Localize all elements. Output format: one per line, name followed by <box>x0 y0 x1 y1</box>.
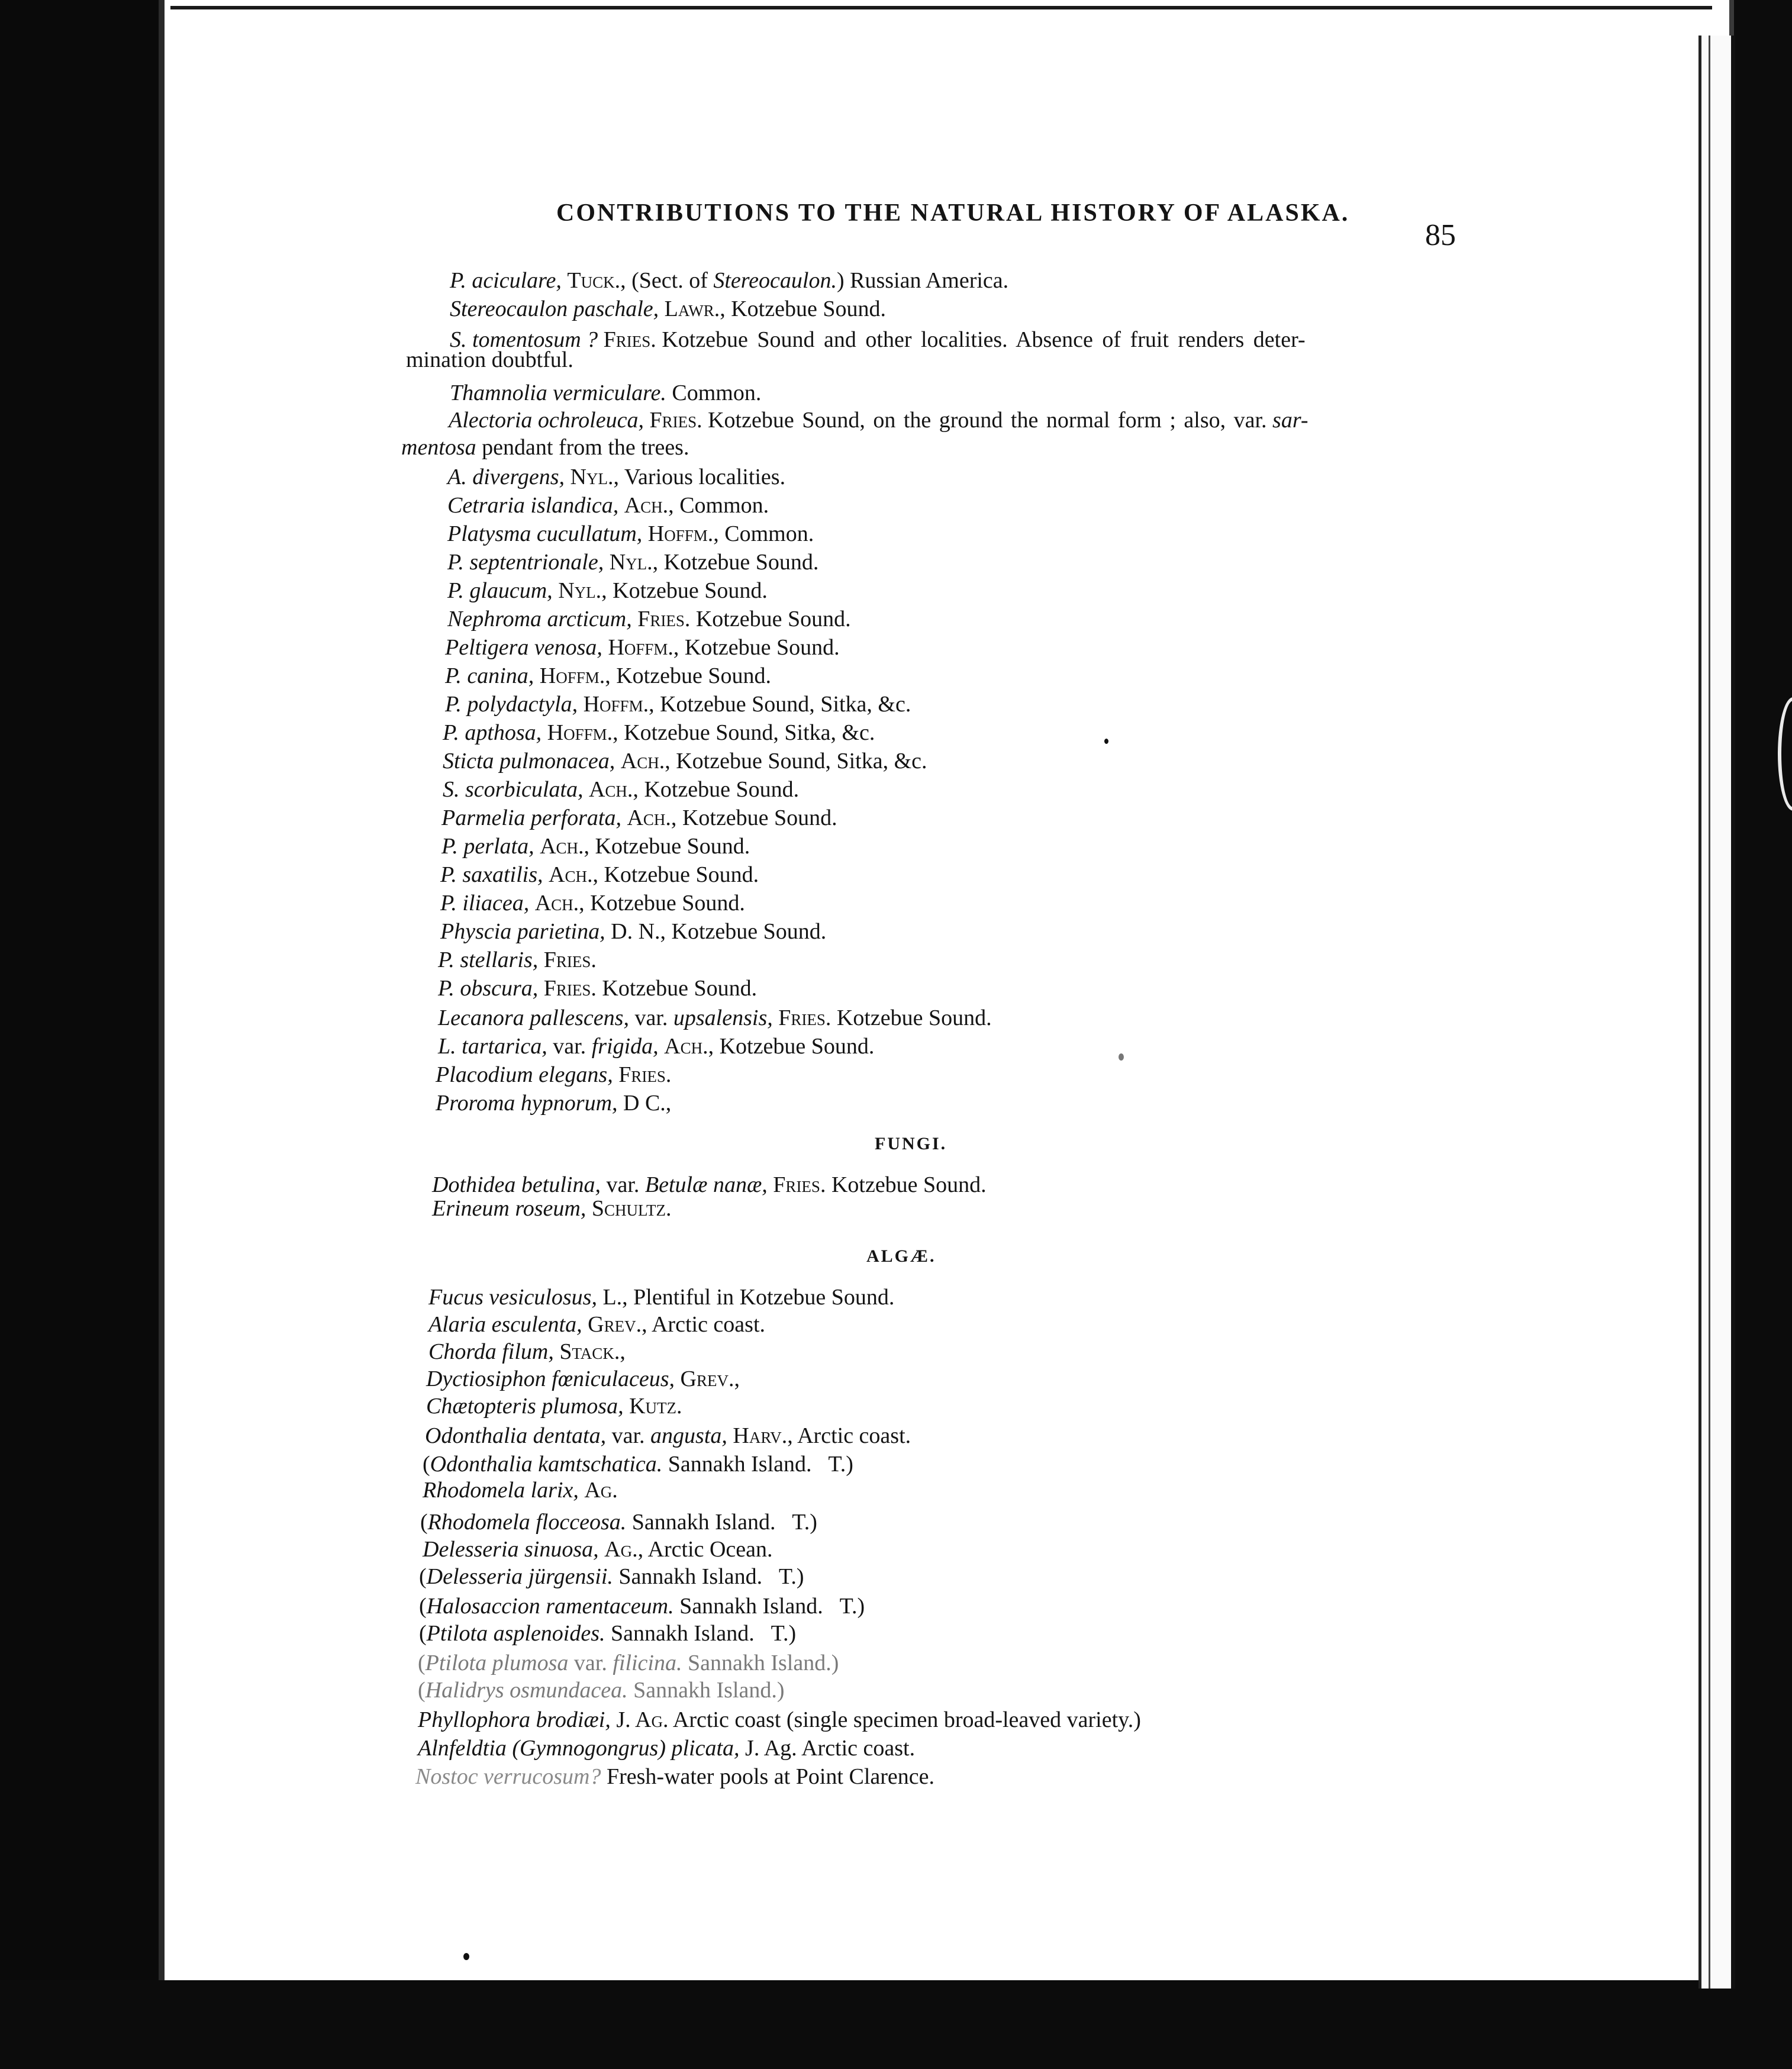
species-name: P. obscura, <box>438 976 539 1001</box>
authority: Fries. <box>543 976 597 1001</box>
note: Kotzebue Sound. <box>731 297 886 321</box>
species-name: P. glaucum, <box>447 578 553 603</box>
scan-right-border <box>1729 0 1792 2069</box>
species-name: P. polydactyla, <box>445 692 578 717</box>
species-name: Erineum roseum, <box>432 1196 586 1221</box>
species-name: Alectoria ochroleuca, <box>449 408 644 433</box>
authority: Stack., <box>559 1339 626 1364</box>
note-italic: Stereocaulon. <box>713 268 837 293</box>
note: Kotzebue Sound. <box>695 607 851 631</box>
note: Sannakh Island.) <box>687 1651 839 1675</box>
authority: Fries. <box>778 1006 831 1030</box>
note: Arctic coast. <box>801 1736 916 1761</box>
species-name: P. stellaris, <box>438 948 539 972</box>
page-stack-edge <box>1698 36 1735 1989</box>
note: mination doubtful. <box>406 347 573 372</box>
species-name: Dothidea betulina, <box>432 1172 601 1197</box>
note: Arctic coast. <box>651 1312 766 1337</box>
entry-p-obscura <box>438 975 757 1001</box>
note: Kotzebue Sound. <box>719 1034 875 1059</box>
authority: Hoffm., <box>583 692 655 717</box>
entry-chaetopteris <box>426 1393 682 1419</box>
authority: Nyl., <box>609 550 659 575</box>
authority: D C., <box>623 1091 672 1116</box>
species-name: Alaria esculenta, <box>428 1312 582 1337</box>
entry-p-aciculare <box>450 268 1008 294</box>
entry-p-perlata <box>441 833 750 859</box>
note: Kotzebue Sound. <box>644 777 800 802</box>
authority: Fries. <box>637 607 691 631</box>
species-name: Chorda filum, <box>428 1339 554 1364</box>
entry-placodium <box>436 1062 671 1088</box>
entry-p-canina <box>445 663 771 689</box>
authority: Kutz. <box>629 1394 682 1419</box>
species-name: Odonthalia kamtschatica. <box>430 1452 663 1477</box>
authority: Lawr., <box>664 297 726 321</box>
species-name: Peltigera venosa, <box>445 635 602 660</box>
authority: Hoffm., <box>547 720 618 745</box>
entry-sticta-pulmonacea <box>443 748 927 774</box>
note: Kotzebue Sound. <box>663 550 819 575</box>
authority: Ach., <box>534 891 585 916</box>
authority: Hoffm., <box>647 521 719 546</box>
authority: J. Ag. <box>745 1736 797 1761</box>
species-name: Rhodomela larix, <box>423 1478 579 1503</box>
authority: Ach., <box>664 1034 714 1059</box>
open-paren: ( <box>419 1564 427 1589</box>
note-italic: sar- <box>1272 408 1308 433</box>
species-name: P. saxatilis, <box>440 862 543 887</box>
note: Kotzebue Sound, Sitka, &c. <box>676 749 927 774</box>
open-paren: ( <box>423 1452 430 1477</box>
entry-continuation <box>406 347 573 373</box>
species-name: P. iliacea, <box>440 891 530 916</box>
note: Kotzebue Sound, Sitka, &c. <box>624 720 875 745</box>
species-name: Ptilota plumosa <box>425 1651 569 1675</box>
species-name: mentosa <box>401 435 476 460</box>
authority: Fries. <box>773 1172 826 1197</box>
species-name: P. canina, <box>445 663 534 688</box>
authority: Ach., <box>627 805 677 830</box>
species-name: Nostoc verrucosum? <box>415 1764 601 1789</box>
variety-name: filicina. <box>613 1651 682 1675</box>
species-name: Halidrys osmundacea. <box>425 1678 628 1703</box>
species-name: Lecanora pallescens, <box>438 1006 629 1030</box>
note: Sannakh Island. T.) <box>668 1452 853 1477</box>
entry-alectoria <box>449 407 1308 433</box>
open-paren: ( <box>419 1594 427 1619</box>
species-name: P. perlata, <box>441 834 534 859</box>
entry-cetraria <box>447 492 769 518</box>
entry-dyctiosiphon <box>426 1366 740 1392</box>
species-name: Physcia parietina, <box>440 919 605 944</box>
note: (Sect. of <box>631 268 714 293</box>
note: Various localities. <box>624 465 786 489</box>
entry-delesseria-jurgensii <box>419 1564 804 1590</box>
authority: D. N., <box>611 919 666 944</box>
open-paren: ( <box>418 1651 426 1675</box>
authority: Nyl., <box>570 465 619 489</box>
authority: L., <box>602 1285 628 1310</box>
species-name: Proroma hypnorum, <box>436 1091 618 1116</box>
authority: Fries. <box>603 327 656 352</box>
species-name: Placodium elegans, <box>436 1062 613 1087</box>
species-name: P. aciculare, <box>450 268 562 293</box>
species-name: Rhodomela flocceosa. <box>427 1510 627 1535</box>
authority: Ach., <box>588 777 639 802</box>
authority: Grev., <box>588 1312 647 1337</box>
authority: Hoffm., <box>608 635 679 660</box>
entry-lecanora-pallescens <box>438 1005 992 1031</box>
species-name: Chætopteris plumosa, <box>426 1394 624 1419</box>
species-name: Phyllophora brodiæi, <box>418 1707 611 1732</box>
species-name: Parmelia perforata, <box>441 805 621 830</box>
note: Kotzebue Sound. <box>682 805 837 830</box>
species-name: Nephroma arcticum, <box>447 607 632 631</box>
ink-speck <box>463 1953 469 1960</box>
species-name: P. apthosa, <box>443 720 542 745</box>
variety-label: var. <box>573 1651 607 1675</box>
entry-p-saxatilis <box>440 862 759 888</box>
authority: Grev., <box>680 1367 740 1391</box>
authority: Ag., <box>604 1537 644 1562</box>
entry-p-polydactyla <box>445 691 911 717</box>
note: Kotzebue Sound. <box>616 663 771 688</box>
section-heading-fungi: FUNGI. <box>875 1134 947 1153</box>
note: Kotzebue Sound, Sitka, &c. <box>660 692 911 717</box>
entry-stereocaulon-paschale <box>450 296 886 322</box>
entry-odonthalia-dentata <box>425 1423 911 1449</box>
species-name: Delesseria sinuosa, <box>423 1537 599 1562</box>
entry-dothidea <box>432 1172 987 1198</box>
ink-speck <box>1104 739 1108 744</box>
note: Common. <box>724 521 814 546</box>
entry-ptilota-plumosa <box>418 1650 839 1676</box>
variety-name: frigida, <box>591 1034 659 1059</box>
entry-alnfeldtia <box>418 1735 915 1761</box>
entry-erineum <box>432 1195 671 1222</box>
running-title: CONTRIBUTIONS TO THE NATURAL HISTORY OF ALASKA. <box>556 199 1350 227</box>
authority: J. Ag. <box>616 1707 669 1732</box>
variety-name: upsalensis, <box>673 1006 773 1030</box>
note: Arctic coast. <box>797 1423 911 1448</box>
authority: Fries. <box>543 948 597 972</box>
note: Plentiful in Kotzebue Sound. <box>633 1285 895 1310</box>
species-name: L. tartarica, <box>438 1034 547 1059</box>
scan-bottom-border <box>0 1980 1792 2069</box>
entry-p-iliacea <box>440 890 745 916</box>
authority: Nyl., <box>558 578 607 603</box>
note: Sannakh Island.) <box>633 1678 785 1703</box>
entry-nephroma <box>447 606 851 632</box>
variety-label: var. <box>553 1034 586 1059</box>
scan-left-edge <box>159 0 165 2069</box>
entry-p-glaucum <box>447 578 768 604</box>
entry-rhodomela-flocceosa <box>420 1509 817 1535</box>
species-name: Odonthalia dentata, <box>425 1423 607 1448</box>
species-name: A. divergens, <box>447 465 565 489</box>
species-name: Cetraria islandica, <box>447 493 619 518</box>
entry-continuation <box>401 434 689 460</box>
species-name: Alnfeldtia (Gymnogongrus) plicata, <box>418 1736 740 1761</box>
note: Kotzebue Sound. <box>684 635 840 660</box>
open-paren: ( <box>419 1621 427 1646</box>
note: Kotzebue Sound. <box>671 919 827 944</box>
section-heading-algae: ALGÆ. <box>866 1246 936 1266</box>
authority: Tuck., <box>567 268 626 293</box>
authority: Ach., <box>549 862 598 887</box>
species-name: Thamnolia vermiculare. <box>450 381 666 405</box>
entry-s-tomentosum <box>450 327 1306 353</box>
entry-halidrys <box>418 1677 785 1703</box>
note: Kotzebue Sound. <box>613 578 768 603</box>
open-paren: ( <box>420 1510 428 1535</box>
entry-p-stellaris <box>438 947 597 973</box>
note: Common. <box>672 381 762 405</box>
note: Kotzebue Sound. <box>595 834 750 859</box>
entry-peltigera-venosa <box>445 634 840 660</box>
note: Sannakh Island. T.) <box>611 1621 797 1646</box>
entry-proroma <box>436 1090 671 1116</box>
species-name: S. scorbiculata, <box>443 777 584 802</box>
entry-p-apthosa <box>443 720 875 746</box>
variety-label: var. <box>606 1172 640 1197</box>
authority: Ach., <box>540 834 590 859</box>
authority: Ach., <box>624 493 674 518</box>
authority: Ag. <box>584 1478 618 1503</box>
entry-rhodomela-larix <box>423 1477 618 1503</box>
entry-s-scorbiculata <box>443 776 799 803</box>
entry-odonthalia-kamtschatica <box>423 1451 853 1477</box>
authority: Hoffm., <box>539 663 611 688</box>
entry-thamnolia <box>450 380 761 406</box>
note: Kotzebue Sound. <box>831 1172 987 1197</box>
note: pendant from the trees. <box>482 435 689 460</box>
entry-physcia-parietina <box>440 919 826 945</box>
entry-halosaccion <box>419 1593 865 1619</box>
note: Arctic Ocean. <box>647 1537 773 1562</box>
variety-name: Betulæ nanæ, <box>644 1172 768 1197</box>
note: Kotzebue Sound and other localities. Absence of fruit renders deter- <box>662 327 1306 352</box>
species-name: Sticta pulmonacea, <box>443 749 615 774</box>
note-end: ) Russian America. <box>836 268 1009 293</box>
species-name: Platysma cucullatum, <box>447 521 643 546</box>
entry-platysma <box>447 521 814 547</box>
species-name: Halosaccion ramentaceum. <box>426 1594 674 1619</box>
entry-nostoc <box>415 1764 934 1790</box>
note: Kotzebue Sound. <box>590 891 745 916</box>
species-name: Stereocaulon paschale, <box>450 297 659 321</box>
note: Arctic coast (single specimen broad-leaved variety.) <box>672 1707 1141 1732</box>
note: Kotzebue Sound. <box>602 976 758 1001</box>
variety-label: var. <box>611 1423 645 1448</box>
species-name: Dyctiosiphon fœniculaceus, <box>426 1367 675 1391</box>
note: Sannakh Island. T.) <box>679 1594 865 1619</box>
authority: Ach., <box>620 749 671 774</box>
entry-ptilota-asplenoides <box>419 1620 796 1646</box>
species-name: S. tomentosum ? <box>450 327 598 352</box>
variety-label: var. <box>634 1006 668 1030</box>
note: Fresh-water pools at Point Clarence. <box>606 1764 934 1789</box>
species-name: Delesseria jürgensii. <box>426 1564 613 1589</box>
entry-parmelia-perforata <box>441 805 837 831</box>
entry-alaria <box>428 1311 765 1338</box>
entry-a-divergens <box>447 464 785 490</box>
note: Kotzebue Sound, on the ground the normal form ; also, var. <box>708 408 1267 433</box>
note: Sannakh Island. T.) <box>631 1510 817 1535</box>
entry-l-tartarica <box>438 1033 874 1059</box>
note: Sannakh Island. T.) <box>618 1564 804 1589</box>
entry-fucus <box>428 1284 894 1310</box>
note: Common. <box>679 493 769 518</box>
page-number: 85 <box>1425 218 1456 252</box>
variety-name: angusta, <box>650 1423 727 1448</box>
ink-speck <box>1119 1053 1124 1061</box>
authority: Fries. <box>618 1062 672 1087</box>
species-name: Fucus vesiculosus, <box>428 1285 597 1310</box>
note: Kotzebue Sound. <box>836 1006 992 1030</box>
open-paren: ( <box>418 1678 426 1703</box>
note: Kotzebue Sound. <box>604 862 759 887</box>
entry-p-septentrionale <box>447 549 818 575</box>
entry-delesseria-sinuosa <box>423 1536 773 1562</box>
authority: Fries. <box>649 408 702 433</box>
book-page <box>170 6 1712 1960</box>
species-name: Ptilota asplenoides. <box>426 1621 605 1646</box>
scan-left-border <box>0 0 165 2069</box>
authority: Harv., <box>733 1423 793 1448</box>
species-name: P. septentrionale, <box>447 550 604 575</box>
entry-chorda <box>428 1339 626 1365</box>
page-stack-line <box>1709 36 1710 1989</box>
entry-phyllophora <box>418 1707 1141 1733</box>
authority: Schultz. <box>591 1196 672 1221</box>
